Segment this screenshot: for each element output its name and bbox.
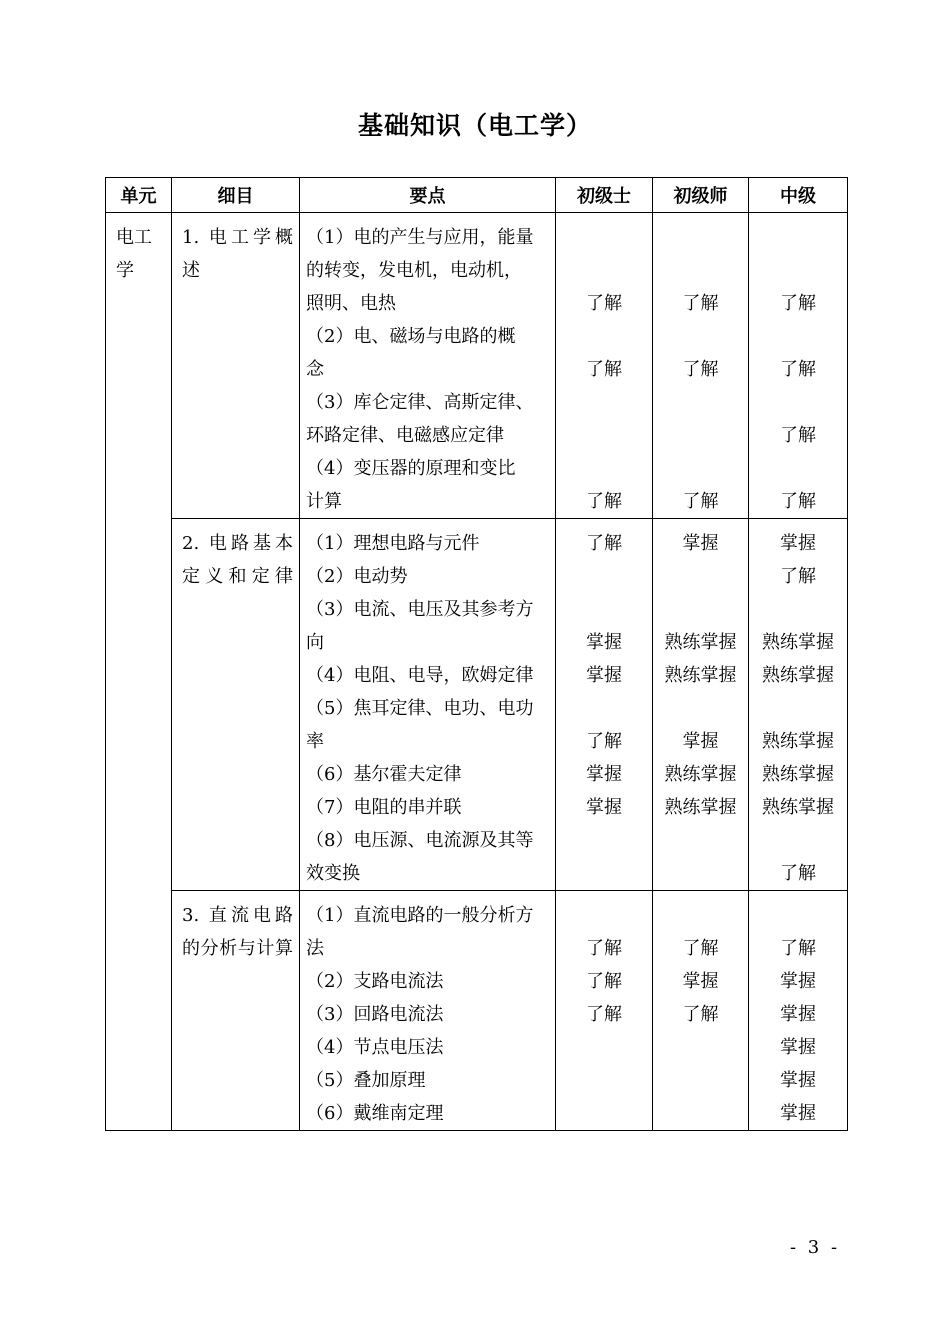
level-junior-technician-cell-line: 了解 [586,293,622,314]
level-junior-practitioner-cell [653,213,749,519]
level-junior-technician-cell-line [556,899,652,932]
level-intermediate-cell [749,213,848,519]
level-junior-practitioner-cell-line [653,386,748,419]
points-cell-line: （2）支路电流法 [306,971,444,992]
level-junior-practitioner-cell-line [653,593,748,626]
points-cell-line: （6）戴维南定理 [306,1103,444,1124]
subject-cell: 3. 直流电路的分析与计算 [172,891,300,1131]
level-junior-technician-cell-line [556,593,652,626]
level-junior-technician-cell [556,519,653,891]
points-cell-line: （3）库仑定律、高斯定律、 [306,392,534,413]
level-junior-practitioner-cell-line [653,824,748,857]
level-intermediate-cell-line [749,254,847,287]
points-cell-line: 效变换 [306,863,360,884]
level-junior-technician-cell-line: 了解 [586,731,622,752]
level-junior-technician-cell-line: 掌握 [586,797,622,818]
level-intermediate-cell-line: 掌握 [780,1103,816,1124]
level-intermediate-cell-line: 了解 [780,425,816,446]
level-intermediate-cell-line [749,824,847,857]
level-intermediate-cell-line: 掌握 [780,1037,816,1058]
level-junior-technician-cell-line: 了解 [586,491,622,512]
level-junior-technician-cell [556,213,653,519]
level-intermediate-cell-line [749,452,847,485]
level-intermediate-cell-line: 掌握 [780,1004,816,1025]
level-junior-technician-cell-line [556,419,652,452]
level-junior-practitioner-cell-line: 熟练掌握 [664,665,737,686]
level-junior-practitioner-cell-line: 熟练掌握 [664,632,737,653]
level-junior-technician-cell-line: 了解 [586,359,622,380]
table-row [106,891,848,1131]
header-points: 要点 [300,178,556,213]
document-title: 基础知识（电工学） [357,111,592,140]
level-junior-technician-cell-line [556,560,652,593]
level-junior-practitioner-cell-line: 了解 [682,359,719,380]
level-intermediate-cell-line: 了解 [780,566,816,587]
subject-cell: 2. 电路基本定义和定律 [172,519,300,891]
points-cell-line: （3）回路电流法 [306,1004,444,1025]
points-cell [300,213,556,519]
level-junior-practitioner-cell-line: 掌握 [682,533,719,554]
points-cell-line: 率 [306,731,324,752]
level-junior-practitioner-cell [653,891,749,1131]
level-intermediate-cell-line [749,221,847,254]
level-junior-practitioner-cell-line [653,419,748,452]
level-junior-practitioner-cell [653,519,749,891]
points-cell-line: 环路定律、电磁感应定律 [306,425,504,446]
level-junior-technician-cell-line: 了解 [586,938,622,959]
level-junior-practitioner-cell-line: 掌握 [682,731,719,752]
points-cell-line: （1）理想电路与元件 [306,533,480,554]
level-junior-practitioner-cell-line [653,560,748,593]
table-header-row [106,178,848,213]
level-junior-practitioner-cell-line [653,320,748,353]
level-intermediate-cell-line: 掌握 [780,1070,816,1091]
points-cell-line: （1）电的产生与应用，能量 [306,227,534,248]
points-cell-line: 计算 [306,491,342,512]
points-cell-line: （4）电阻、电导，欧姆定律 [306,665,534,686]
level-intermediate-cell-line: 了解 [780,491,816,512]
header-subject: 细目 [172,178,300,213]
points-cell-line: 向 [306,632,324,653]
points-cell [300,891,556,1131]
level-junior-technician-cell-line [556,320,652,353]
level-intermediate-cell [749,519,848,891]
level-junior-practitioner-cell-line: 掌握 [682,971,719,992]
table-row [106,213,848,519]
level-intermediate-cell-line: 掌握 [780,533,816,554]
level-junior-technician-cell-line [556,824,652,857]
points-cell-line: 法 [306,938,324,959]
level-junior-technician-cell-line [556,1031,652,1064]
level-junior-technician-cell-line [556,692,652,725]
level-junior-technician-cell-line [556,1097,652,1130]
level-intermediate-cell-line [749,593,847,626]
subject-cell: 1. 电工学概述 [172,213,300,519]
level-intermediate-cell [749,891,848,1131]
points-cell-line: 照明、电热 [306,293,396,314]
level-intermediate-cell-line: 了解 [780,293,816,314]
level-junior-practitioner-cell-line [653,857,748,890]
points-cell-line: （6）基尔霍夫定律 [306,764,462,785]
level-junior-technician-cell-line: 掌握 [586,764,622,785]
level-intermediate-cell-line: 熟练掌握 [762,665,834,686]
level-intermediate-cell-line: 了解 [780,863,816,884]
level-junior-practitioner-cell-line [653,452,748,485]
level-junior-technician-cell-line: 了解 [586,971,622,992]
level-junior-practitioner-cell-line [653,254,748,287]
level-junior-technician-cell-line: 掌握 [586,665,622,686]
level-junior-technician-cell [556,891,653,1131]
level-intermediate-cell-line: 熟练掌握 [762,731,834,752]
points-cell-line: （8）电压源、电流源及其等 [306,830,534,851]
points-cell-line: （5）叠加原理 [306,1070,426,1091]
level-junior-practitioner-cell-line: 熟练掌握 [664,764,737,785]
level-intermediate-cell-line: 掌握 [780,971,816,992]
level-junior-practitioner-cell-line: 熟练掌握 [664,797,737,818]
level-junior-technician-cell-line [556,1064,652,1097]
level-junior-technician-cell-line [556,386,652,419]
points-cell-line: （2）电动势 [306,566,408,587]
level-junior-technician-cell-line [556,254,652,287]
points-cell-line: （2）电、磁场与电路的概 [306,326,516,347]
level-intermediate-cell-line: 熟练掌握 [762,632,834,653]
level-junior-technician-cell-line: 了解 [586,1004,622,1025]
level-junior-practitioner-cell-line: 了解 [682,491,719,512]
level-intermediate-cell-line [749,692,847,725]
table-row [106,519,848,891]
level-junior-practitioner-cell-line [653,1031,748,1064]
level-junior-practitioner-cell-line [653,899,748,932]
points-cell-line: （5）焦耳定律、电功、电功 [306,698,534,719]
points-cell-line: 的转变，发电机，电动机， [306,260,522,281]
points-cell-line: （4）变压器的原理和变比 [306,458,516,479]
level-intermediate-cell-line: 了解 [780,359,816,380]
level-junior-practitioner-cell-line [653,221,748,254]
level-intermediate-cell-line [749,899,847,932]
level-junior-technician-cell-line [556,857,652,890]
points-cell-line: （7）电阻的串并联 [306,797,462,818]
points-cell-line: 念 [306,359,324,380]
level-junior-technician-cell-line [556,221,652,254]
level-intermediate-cell-line [749,320,847,353]
level-junior-practitioner-cell-line: 了解 [682,938,719,959]
level-intermediate-cell-line: 了解 [780,938,816,959]
header-level-junior-technician: 初级士 [556,178,653,213]
points-cell-line: （1）直流电路的一般分析方 [306,905,534,926]
syllabus-table [105,177,848,1131]
header-unit: 单元 [106,178,172,213]
level-junior-technician-cell-line: 了解 [586,533,622,554]
points-cell [300,519,556,891]
level-junior-practitioner-cell-line: 了解 [682,1004,719,1025]
points-cell-line: （3）电流、电压及其参考方 [306,599,534,620]
level-intermediate-cell-line: 熟练掌握 [762,764,834,785]
level-junior-technician-cell-line: 掌握 [586,632,622,653]
level-intermediate-cell-line: 熟练掌握 [762,797,834,818]
level-junior-practitioner-cell-line: 了解 [682,293,719,314]
page-number: - 3 - [790,1237,841,1258]
unit-cell: 电工学 [106,213,172,1131]
level-intermediate-cell-line [749,386,847,419]
level-junior-practitioner-cell-line [653,1064,748,1097]
level-junior-practitioner-cell-line [653,692,748,725]
points-cell-line: （4）节点电压法 [306,1037,444,1058]
level-junior-practitioner-cell-line [653,1097,748,1130]
level-junior-technician-cell-line [556,452,652,485]
header-level-intermediate: 中级 [749,178,848,213]
header-level-junior-practitioner: 初级师 [653,178,749,213]
